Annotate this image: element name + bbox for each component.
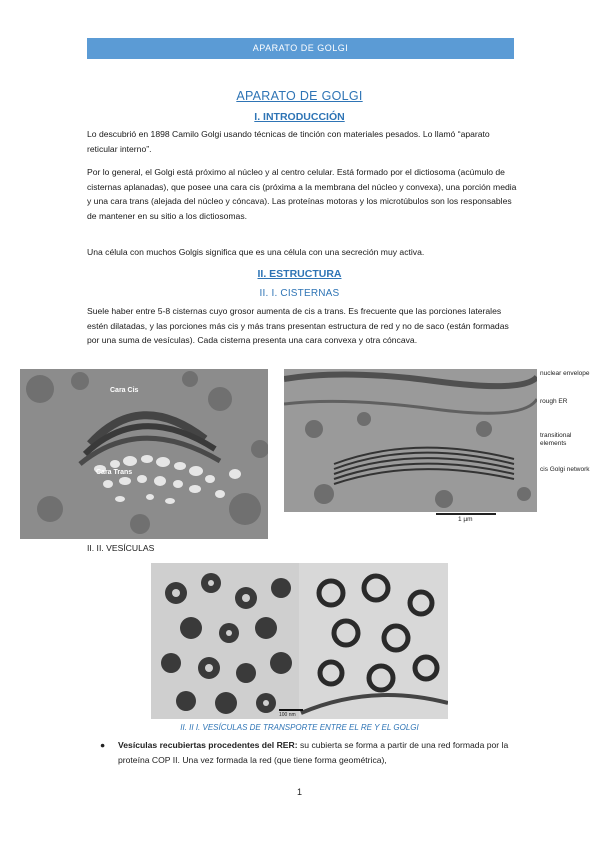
cara-trans-label: Cara Trans	[96, 469, 133, 476]
scale-bar-1um	[436, 513, 496, 515]
scale-label-100nm: 100 nm	[279, 712, 296, 718]
golgi-micrograph-er	[284, 369, 537, 512]
golgi-er-drawing	[284, 369, 537, 512]
document-title: APARATO DE GOLGI	[236, 89, 363, 103]
list-item	[100, 738, 520, 767]
bullet-icon: ●	[100, 740, 106, 750]
structure-heading: II. ESTRUCTURA	[257, 268, 342, 280]
intro-paragraph-3: Una célula con muchos Golgis significa que es una célula con una secreción muy activa.	[87, 247, 425, 257]
scale-label-1um: 1 µm	[458, 516, 473, 523]
intro-paragraph-2: Por lo general, el Golgi está próximo al núcleo y al centro celular. Está formado por el dictiosoma (acúmulo de cisternas aplanadas), que posee una cara cis (próxima a la membrana del núcleo y convexa), una porción media y una cara trans (alejada del núcleo y cóncava). Las proteínas motoras y los microtúbulos son los responsables de mantener en su sitio a los dictiosomas.	[87, 167, 517, 221]
vesicles-micrograph	[151, 563, 448, 719]
cisternas-paragraph: Suele haber entre 5-8 cisternas cuyo grosor aumenta de cis a trans. Es frecuente que las porciones laterales estén dilatadas, y las porciones más cis y más trans presentan estructura de red y no de saco (están formadas por una suma de vesículas). Cada cisterna presenta una cara convexa y otra cóncava.	[87, 306, 509, 345]
page-header: APARATO DE GOLGI	[87, 38, 514, 59]
label-cis-golgi-network: cis Golgi network	[540, 466, 590, 473]
intro-paragraph-1: Lo descubrió en 1898 Camilo Golgi usando técnicas de tinción con materiales pesados. Lo llamó “aparato reticular interno”.	[87, 129, 490, 154]
cisternas-heading: II. I. CISTERNAS	[259, 288, 340, 299]
bullet-text: su cubierta se forma a partir de una red formada por la proteína COP II. Una vez formada la red (que tiene forma geométrica),	[118, 740, 509, 765]
vesicle-type-list	[100, 738, 520, 767]
vesicles-drawing	[151, 563, 448, 719]
bullet-title: Vesículas recubiertas procedentes del RER:	[118, 740, 298, 750]
vesiculas-heading: II. II. VESÍCULAS	[87, 543, 155, 553]
label-nuclear-envelope: nuclear envelope	[540, 370, 590, 377]
page-number: 1	[296, 787, 302, 797]
golgi-micrograph-drawing	[20, 369, 268, 539]
cara-cis-label: Cara Cis	[110, 387, 139, 394]
golgi-micrograph-cis-trans	[20, 369, 268, 539]
intro-heading: I. INTRODUCCIÓN	[254, 111, 345, 123]
label-transitional-elements: transitional elements	[540, 432, 572, 447]
label-rough-er: rough ER	[540, 398, 568, 405]
vesiculas-caption: II. II I. VESÍCULAS DE TRANSPORTE ENTRE EL RE Y EL GOLGI	[180, 723, 419, 732]
